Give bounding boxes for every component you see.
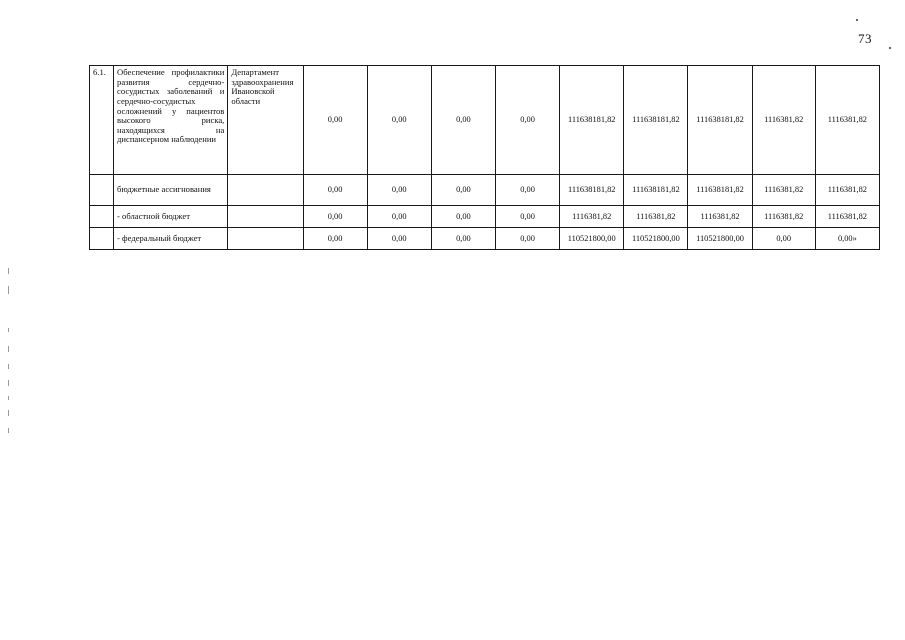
value-cell: 1116381,82 [752,206,815,228]
value-cell: 0,00 [367,66,431,175]
value-cell: 111638181,82 [688,66,752,175]
row-index [90,206,114,228]
value-cell: 111638181,82 [688,175,752,206]
value-cell: 0,00 [431,175,495,206]
row-executor [228,175,303,206]
scan-speck [856,19,858,21]
value-cell: 0,00 [303,175,367,206]
table-row [90,228,880,250]
row-name: бюджетные ассигнования [114,175,228,206]
row-index [90,175,114,206]
value-cell: 110521800,00 [560,228,624,250]
value-cell: 0,00 [431,206,495,228]
value-cell: 0,00 [431,66,495,175]
value-cell: 110521800,00 [688,228,752,250]
value-cell: 0,00 [303,66,367,175]
table-row [90,175,880,206]
value-cell: 0,00 [367,206,431,228]
value-cell: 0,00 [752,228,815,250]
value-cell: 0,00 [303,206,367,228]
table-row [90,206,880,228]
row-executor: Департамент здравоохранения Ивановской области [228,66,303,175]
value-cell: 111638181,82 [560,175,624,206]
row-name: Обеспечение профилактики развития сердечно-сосудистых заболеваний и сердечно-сосудистых осложнений у пациентов высокого риска, находящихся на диспансерном наблюдении [114,66,228,175]
row-executor [228,228,303,250]
budget-table [89,65,880,250]
row-name: - областной бюджет [114,206,228,228]
value-cell: 1116381,82 [815,175,879,206]
scan-edge-marks [6,268,12,438]
value-cell: 111638181,82 [560,66,624,175]
value-cell: 0,00» [815,228,879,250]
table-row [90,66,880,175]
value-cell: 1116381,82 [815,66,879,175]
value-cell: 0,00 [495,228,559,250]
row-name: - федеральный бюджет [114,228,228,250]
value-cell: 0,00 [367,228,431,250]
page-number: 73 [858,31,872,46]
value-cell: 110521800,00 [624,228,688,250]
row-index [90,228,114,250]
row-executor [228,206,303,228]
value-cell: 1116381,82 [624,206,688,228]
scan-speck [889,47,891,49]
value-cell: 1116381,82 [688,206,752,228]
value-cell: 1116381,82 [815,206,879,228]
value-cell: 0,00 [495,175,559,206]
value-cell: 0,00 [431,228,495,250]
value-cell: 0,00 [303,228,367,250]
value-cell: 0,00 [367,175,431,206]
value-cell: 1116381,82 [752,175,815,206]
value-cell: 1116381,82 [560,206,624,228]
value-cell: 0,00 [495,206,559,228]
row-index: 6.1. [90,66,114,175]
value-cell: 0,00 [495,66,559,175]
value-cell: 1116381,82 [752,66,815,175]
value-cell: 111638181,82 [624,175,688,206]
value-cell: 111638181,82 [624,66,688,175]
